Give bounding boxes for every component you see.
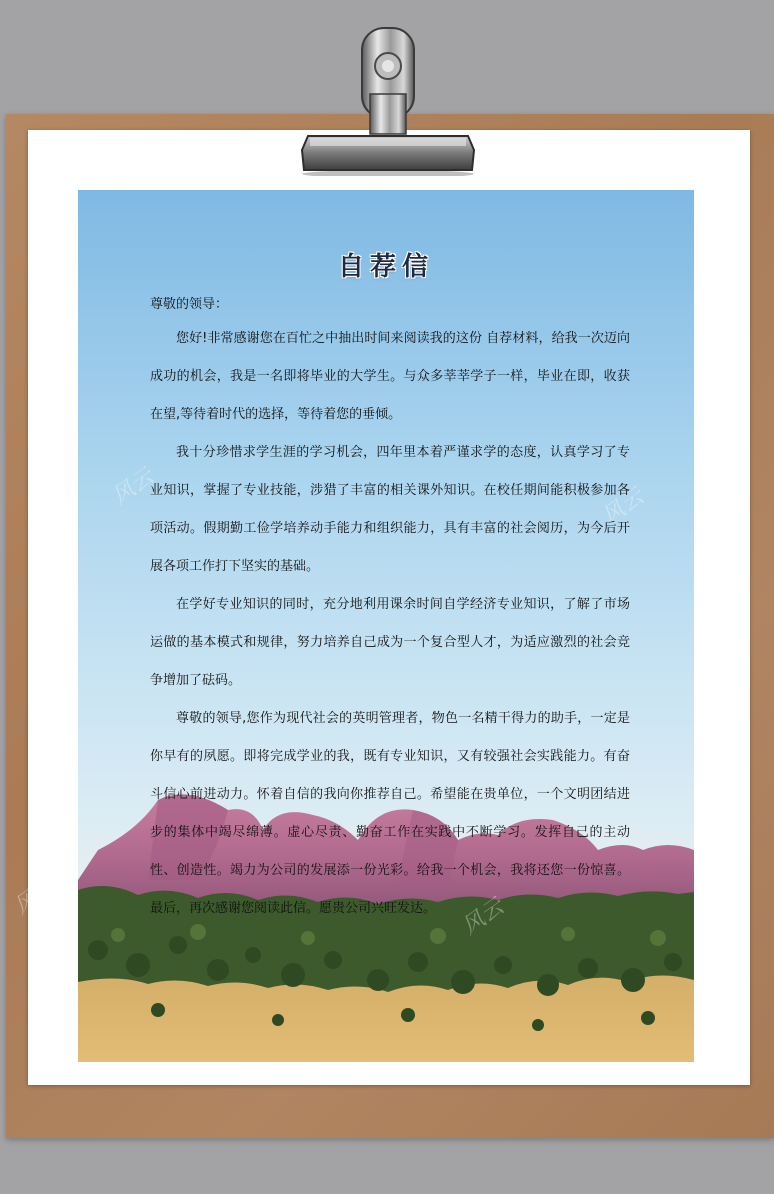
- letter-paragraph: 您好!非常感谢您在百忙之中抽出时间来阅读我的这份 自荐材料，给我一次迈向成功的机会，我是一名即将毕业的大学生。与众多莘莘学子一样，毕业在即，收获在望,等待着时代的选择，等待着您的垂倾。: [150, 331, 630, 422]
- letter-paragraph: 尊敬的领导,您作为现代社会的英明管理者，物色一名精干得力的助手，一定是你早有的夙愿。即将完成学业的我，既有专业知识，又有较强社会实践能力。有奋斗信心前进动力。怀着自信的我向你推荐自己。希望能在贵单位，一个文明团结进步的集体中竭尽绵薄。虚心尽责、勤奋工作在实践中不断学习。发挥自己的主动性、创造性。竭力为公司的发展添一份光彩。给我一个机会，我将还您一份惊喜。最后，再次感谢您阅读此信。愿贵公司兴旺发达。: [150, 711, 630, 916]
- salutation: 尊敬的领导：: [150, 297, 229, 312]
- letter-paragraph: 我十分珍惜求学生涯的学习机会，四年里本着严谨求学的态度，认真学习了专业知识，掌握了专业技能，涉猎了丰富的相关课外知识。在校任期间能积极参加各项活动。假期勤工俭学培养动手能力和组织能力，具有丰富的社会阅历，为今后开展各项工作打下坚实的基础。: [150, 445, 630, 574]
- letter-paragraph: 在学好专业知识的同时，充分地利用课余时间自学经济专业知识，了解了市场运做的基本模式和规律，努力培养自己成为一个复合型人才，为适应激烈的社会竞争增加了砝码。: [150, 597, 630, 688]
- watermark: 风云: [457, 894, 509, 941]
- letter-body: [150, 290, 630, 928]
- binder-clip-icon: [296, 24, 480, 176]
- letter-title: 自荐信: [337, 252, 434, 282]
- watermark: 风云: [597, 484, 649, 531]
- watermark: 风云: [9, 874, 61, 921]
- watermark: 风云: [107, 464, 159, 511]
